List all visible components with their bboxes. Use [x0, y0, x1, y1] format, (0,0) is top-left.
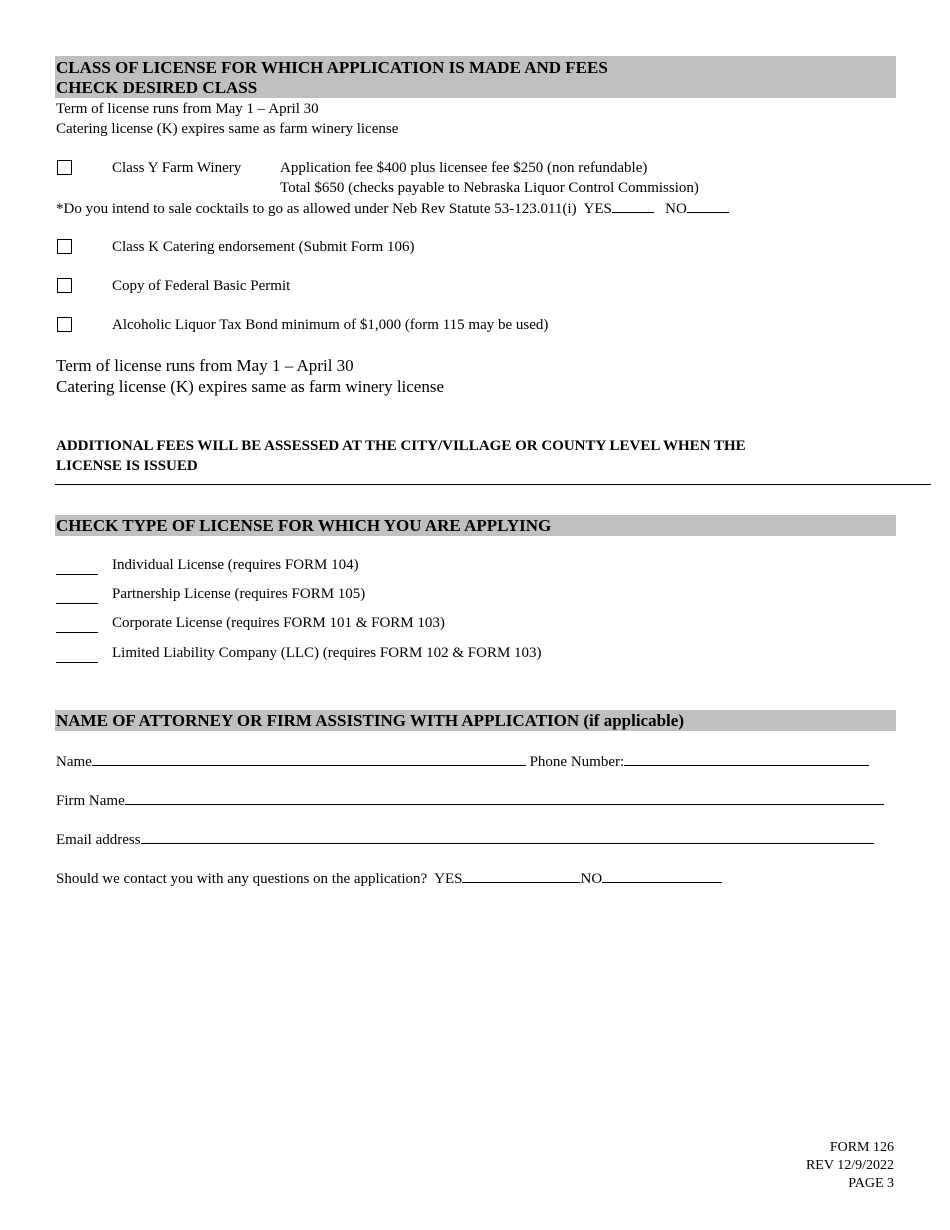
tax-bond-checkbox[interactable]	[57, 317, 72, 332]
license-type-option: Corporate License (requires FORM 101 & FORM 103)	[112, 615, 445, 631]
class-y-fee: Application fee $400 plus licensee fee $250 (non refundable)	[280, 160, 648, 176]
class-y-checkbox[interactable]	[57, 160, 72, 175]
class-k-checkbox[interactable]	[57, 239, 72, 254]
license-type-blank-corporate[interactable]	[56, 626, 98, 633]
cocktail-question-row	[56, 198, 729, 219]
contact-row	[56, 868, 722, 889]
license-type-option: Individual License (requires FORM 104)	[112, 557, 359, 573]
license-type-blank-individual[interactable]	[56, 568, 98, 575]
license-type-blank-partnership[interactable]	[56, 597, 98, 604]
federal-permit-label: Copy of Federal Basic Permit	[112, 278, 291, 294]
tax-bond-label: Alcoholic Liquor Tax Bond minimum of $1,000 (form 115 may be used)	[112, 317, 549, 333]
catering-line-large: Catering license (K) expires same as farm winery license	[56, 377, 445, 396]
phone-label: Phone Number:	[529, 754, 625, 770]
cocktail-no-blank[interactable]	[687, 198, 729, 213]
cocktail-yes-label: YES	[583, 201, 612, 217]
section2-header: CHECK TYPE OF LICENSE FOR WHICH YOU ARE APPLYING	[56, 516, 552, 535]
class-k-label: Class K Catering endorsement (Submit Form 106)	[112, 239, 415, 255]
contact-question: Should we contact you with any questions on the application?	[56, 871, 428, 887]
cocktail-no-label: NO	[665, 201, 687, 217]
contact-no-blank[interactable]	[602, 868, 722, 883]
contact-yes-blank[interactable]	[462, 868, 580, 883]
license-type-option: Partnership License (requires FORM 105)	[112, 586, 366, 602]
contact-no-label: NO	[580, 871, 603, 887]
section1-header-line2: CHECK DESIRED CLASS	[56, 78, 258, 97]
email-field[interactable]	[141, 829, 874, 844]
additional-fees-line1: ADDITIONAL FEES WILL BE ASSESSED AT THE CITY/VILLAGE OR COUNTY LEVEL WHEN THE	[56, 438, 746, 454]
firm-label: Firm Name	[56, 793, 125, 809]
footer-rev: REV 12/9/2022	[805, 1158, 894, 1173]
additional-fees-line2: LICENSE IS ISSUED	[56, 458, 198, 474]
catering-line: Catering license (K) expires same as farm winery license	[56, 121, 399, 137]
phone-field[interactable]	[624, 751, 869, 766]
section3-header: NAME OF ATTORNEY OR FIRM ASSISTING WITH APPLICATION (if applicable)	[56, 711, 684, 730]
license-type-blank-llc[interactable]	[56, 656, 98, 663]
federal-permit-checkbox[interactable]	[57, 278, 72, 293]
footer-page: PAGE 3	[848, 1176, 894, 1191]
footer-form: FORM 126	[829, 1140, 894, 1155]
cocktail-yes-blank[interactable]	[612, 198, 654, 213]
firm-field[interactable]	[125, 790, 884, 805]
name-field[interactable]	[92, 751, 526, 766]
email-label: Email address	[56, 832, 141, 848]
divider	[55, 484, 931, 485]
email-row	[56, 829, 874, 850]
section1-header-line1: CLASS OF LICENSE FOR WHICH APPLICATION IS MADE AND FEES	[56, 58, 608, 77]
name-label: Name	[56, 754, 92, 770]
term-line-large: Term of license runs from May 1 – April 30	[56, 356, 354, 375]
name-row	[56, 751, 869, 772]
firm-row	[56, 790, 884, 811]
class-y-total: Total $650 (checks payable to Nebraska Liquor Control Commission)	[280, 180, 699, 196]
license-type-option: Limited Liability Company (LLC) (requires FORM 102 & FORM 103)	[112, 645, 542, 661]
term-line: Term of license runs from May 1 – April 30	[56, 101, 319, 117]
footer-block	[806, 1139, 894, 1193]
cocktail-question: *Do you intend to sale cocktails to go as allowed under Neb Rev Statute 53-123.011(i)	[56, 201, 577, 217]
contact-yes-label: YES	[434, 871, 463, 887]
class-y-label: Class Y Farm Winery	[112, 160, 242, 176]
